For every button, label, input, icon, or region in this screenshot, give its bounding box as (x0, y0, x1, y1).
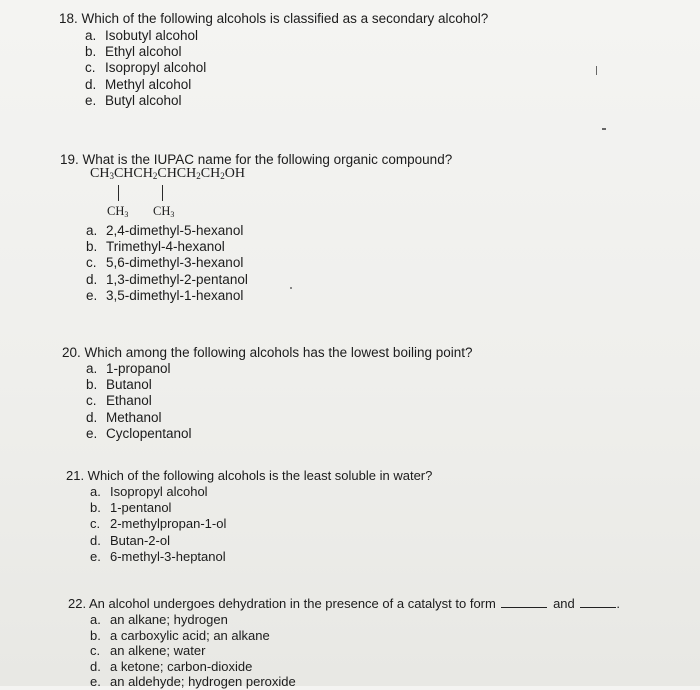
option-letter: b. (90, 627, 101, 643)
option-22c[interactable] (90, 643, 620, 659)
option-19d[interactable] (86, 272, 248, 288)
question-19-options (86, 223, 248, 304)
formula-subscript: 2 (196, 171, 201, 181)
substituent-subscript: 3 (170, 210, 175, 219)
option-letter: c. (85, 60, 96, 76)
stray-mark (290, 287, 292, 289)
option-text: 2-methylpropan-1-ol (110, 516, 227, 532)
question-18-options (85, 28, 488, 109)
option-letter: d. (86, 271, 98, 287)
option-letter: c. (90, 643, 101, 659)
option-21d[interactable] (90, 533, 432, 549)
option-18e[interactable] (85, 93, 488, 109)
bond-line (118, 185, 119, 201)
bond-line (162, 185, 163, 201)
option-19b[interactable] (86, 239, 248, 255)
option-letter: a. (85, 28, 97, 43)
option-letter: a. (86, 223, 98, 238)
question-22 (68, 596, 620, 690)
option-text: an aldehyde; hydrogen peroxide (110, 674, 296, 690)
option-20c[interactable] (86, 393, 473, 409)
option-letter: a. (86, 361, 98, 376)
option-21a[interactable] (90, 484, 432, 500)
option-letter: d. (90, 532, 101, 548)
stray-mark (596, 66, 597, 75)
question-20 (62, 345, 473, 442)
option-19e[interactable] (86, 288, 248, 304)
question-22-stem: 22. An alcohol undergoes dehydration in the presence of a catalyst to form (68, 596, 496, 611)
option-21e[interactable] (90, 549, 432, 565)
substituent-base: CH (107, 204, 125, 218)
question-21 (66, 468, 432, 565)
option-text: Isopropyl alcohol (110, 484, 208, 499)
option-text: Cyclopentanol (106, 425, 192, 441)
option-text: Methanol (106, 409, 162, 425)
option-21c[interactable] (90, 516, 432, 532)
option-letter: e. (90, 548, 101, 564)
option-text: Methyl alcohol (105, 76, 192, 92)
formula-part: CH (200, 166, 221, 181)
option-text: 3,5-dimethyl-1-hexanol (106, 287, 244, 303)
option-letter: c. (86, 255, 97, 271)
option-text: 1-pentanol (110, 500, 172, 516)
option-18b[interactable] (85, 44, 488, 60)
option-20b[interactable] (86, 377, 473, 393)
option-18d[interactable] (85, 77, 488, 93)
option-22d[interactable] (90, 659, 620, 675)
stem-and: and (553, 596, 575, 611)
formula-subscript: 3 (109, 171, 114, 181)
option-text: an alkene; water (110, 643, 206, 659)
question-22-stem-line (68, 596, 620, 612)
question-21-options (90, 484, 432, 565)
structural-formula (90, 166, 245, 182)
option-letter: b. (90, 500, 101, 516)
formula-subscript: 2 (220, 171, 225, 181)
option-text: 1,3-dimethyl-2-pentanol (106, 271, 248, 287)
option-text: Ethanol (106, 393, 152, 409)
formula-part: CHCH (157, 166, 197, 181)
option-text: an alkane; hydrogen (110, 612, 228, 627)
option-letter: b. (85, 44, 97, 60)
option-letter: a. (90, 612, 101, 627)
question-19 (60, 152, 480, 302)
option-letter: e. (85, 92, 97, 108)
stem-end: . (616, 596, 621, 611)
option-text: Isopropyl alcohol (105, 60, 207, 76)
question-20-stem: 20. Which among the following alcohols has the lowest boiling point? (62, 345, 473, 360)
option-letter: e. (90, 674, 101, 690)
option-20e[interactable] (86, 426, 473, 442)
substituent-subscript: 3 (124, 210, 129, 219)
option-19a[interactable] (86, 223, 248, 239)
option-letter: c. (90, 516, 101, 532)
option-letter: b. (86, 239, 98, 255)
formula-part: OH (224, 166, 245, 181)
methyl-substituent (107, 204, 128, 219)
question-18-stem: 18. Which of the following alcohols is classified as a secondary alcohol? (59, 11, 489, 26)
option-letter: e. (86, 287, 98, 303)
option-text: 6-methyl-3-heptanol (110, 548, 226, 564)
formula-part: CHCH (113, 166, 153, 181)
question-18 (59, 11, 488, 109)
question-19-stem: 19. What is the IUPAC name for the following organic compound? (60, 152, 453, 167)
option-21b[interactable] (90, 500, 432, 516)
option-letter: a. (90, 484, 101, 499)
question-20-options (86, 361, 473, 442)
answer-blank-1[interactable] (501, 596, 547, 608)
answer-blank-2[interactable] (580, 596, 616, 608)
option-letter: c. (86, 393, 97, 409)
methyl-substituent (153, 204, 174, 219)
option-19c[interactable] (86, 255, 248, 271)
option-22e[interactable] (90, 674, 620, 690)
option-text: Isobutyl alcohol (105, 28, 199, 43)
stray-mark (602, 128, 606, 130)
option-letter: d. (86, 409, 98, 425)
option-letter: d. (85, 76, 97, 92)
option-18c[interactable] (85, 60, 488, 76)
option-text: Butan-2-ol (110, 532, 170, 548)
option-20a[interactable] (86, 361, 473, 377)
option-text: 5,6-dimethyl-3-hexanol (106, 255, 244, 271)
formula-part: CH (90, 166, 110, 181)
option-text: 1-propanol (106, 361, 171, 376)
question-22-options (90, 612, 620, 690)
option-22a[interactable] (90, 612, 620, 628)
option-text: 2,4-dimethyl-5-hexanol (106, 223, 244, 238)
option-letter: b. (86, 377, 98, 393)
option-22b[interactable] (90, 628, 620, 644)
substituent-base: CH (153, 204, 171, 218)
option-text: a carboxylic acid; an alkane (110, 627, 270, 643)
question-21-stem: 21. Which of the following alcohols is the least soluble in water? (66, 468, 433, 483)
option-20d[interactable] (86, 410, 473, 426)
option-letter: d. (90, 658, 101, 674)
option-text: a ketone; carbon-dioxide (110, 658, 253, 674)
option-text: Trimethyl-4-hexanol (106, 239, 225, 255)
option-letter: e. (86, 425, 98, 441)
formula-subscript: 2 (152, 171, 158, 181)
option-text: Butyl alcohol (105, 92, 182, 108)
option-text: Ethyl alcohol (105, 44, 182, 60)
option-18a[interactable] (85, 28, 488, 44)
option-text: Butanol (106, 377, 152, 393)
